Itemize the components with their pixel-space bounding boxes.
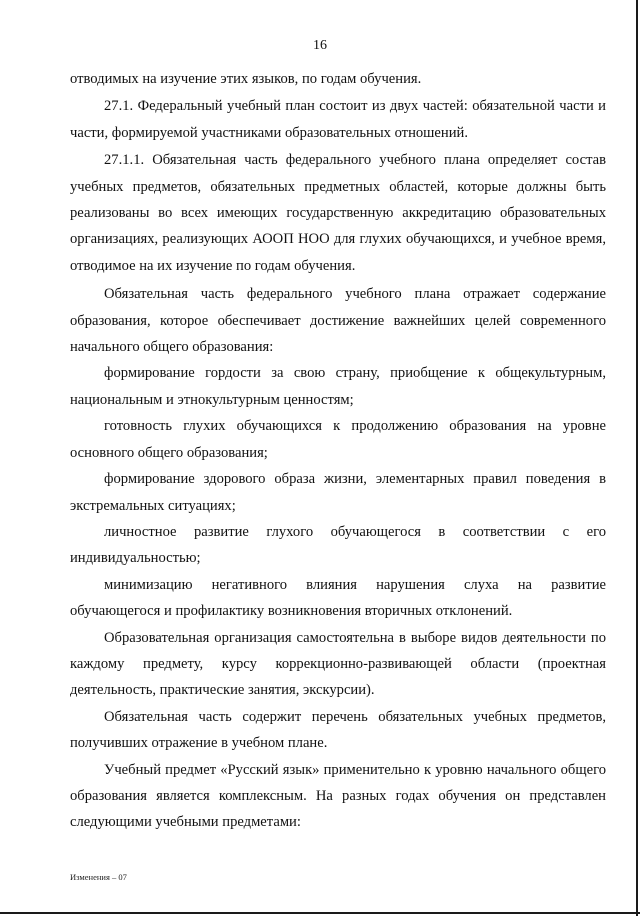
list-item-healthy-lifestyle: формирование здорового образа жизни, элементарных правил поведения в экстремальных ситуациях; [70,471,606,514]
paragraph-mandatory-part: Обязательная часть федерального учебного плана отражает содержание образования, которое обеспечивает достижение важнейших целей современного начального общего образования: [70,286,606,356]
scan-edge-bottom [0,912,640,914]
list-item-pride: формирование гордости за свою страну, приобщение к общекультурным, национальным и этнокультурным ценностям; [70,365,606,408]
paragraph-27-1-1: 27.1.1. Обязательная часть федерального учебного плана определяет состав учебных предметов, обязательных предметных областей, которые должны быть реализованы во всех имеющих государственную аккредитацию образовательных организациях, реализующих АООП НОО для глухих обучающихся, и учебное время, отводимое на их изучение по годам обучения. [70,152,606,274]
page-number: 16 [313,38,327,53]
paragraph-continuation: отводимых на изучение этих языков, по годам обучения. [70,71,422,87]
document-body [70,66,606,836]
list-item-minimization: минимизацию негативного влияния нарушения слуха на развитие обучающегося и профилактику возникновения вторичных отклонений. [70,576,606,620]
list-item-personal-development: личностное развитие глухого обучающегося в соответствии с его индивидуальностью; [70,523,606,567]
list-item-readiness: готовность глухих обучающихся к продолжению образования на уровне основного общего образования; [70,418,606,461]
scan-edge-right [636,0,638,916]
paragraph-organization: Образовательная организация самостоятельна в выборе видов деятельности по каждому предмету, курсу коррекционно-развивающей области (проектная деятельность, практические занятия, экскурсии). [70,629,606,699]
paragraph-russian-language: Учебный предмет «Русский язык» применительно к уровню начального общего образования является комплексным. На разных годах обучения он представлен следующими учебными предметами: [70,761,606,831]
footer-revision: Изменения – 07 [70,872,127,882]
paragraph-27-1: 27.1. Федеральный учебный план состоит из двух частей: обязательной части и части, формируемой участниками образовательных отношений. [70,98,606,141]
paragraph-subject-list: Обязательная часть содержит перечень обязательных учебных предметов, получивших отражение в учебном плане. [70,708,606,752]
